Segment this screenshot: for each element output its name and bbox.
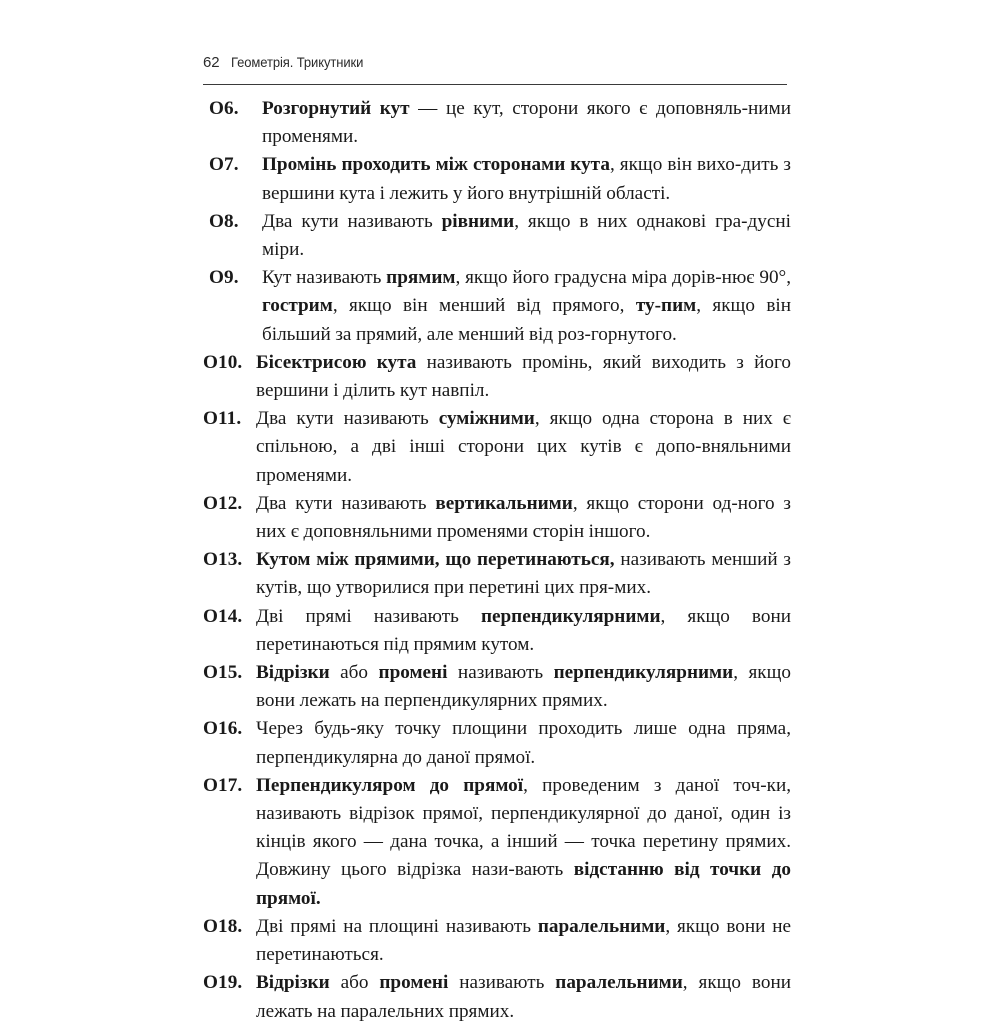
definition-item — [203, 349, 791, 405]
definition-item — [203, 208, 791, 264]
definition-label: О9. — [209, 267, 239, 289]
definition-text: Два кути називають вертикальними, якщо сторони од‑ного з них є доповняльними променями сторін іншого. — [256, 492, 792, 543]
definition-item — [203, 151, 791, 207]
definition-label: О11. — [203, 408, 242, 430]
definition-item — [203, 264, 791, 349]
definition-text: Кут називають прямим, якщо його градусна міра дорів‑нює 90°, гострим, якщо він менший від прямого, ту‑пим, якщо він більший за прямий, але менший від роз‑горнутого. — [262, 267, 792, 345]
page-number: 62 — [203, 54, 220, 71]
definition-label: О18. — [203, 915, 243, 937]
definition-text: Промінь проходить між сторонами кута, якщо він вихо‑дить з вершини кута і лежить у його внутрішній області. — [262, 154, 791, 204]
definition-item — [203, 969, 791, 1025]
definition-item — [203, 715, 791, 771]
definition-text: Відрізки або промені називають перпендикулярними, якщо вони лежать на перпендикулярних прямих. — [256, 662, 791, 712]
running-head — [203, 54, 788, 71]
definition-text: Дві прямі на площині називають паралельними, якщо вони не перетинаються. — [256, 915, 791, 966]
definition-label: О16. — [203, 718, 243, 740]
header-divider — [203, 84, 787, 85]
definition-label: О10. — [203, 351, 243, 373]
definition-label: О6. — [209, 98, 239, 119]
definition-label: О12. — [203, 492, 243, 514]
definition-label: О19. — [203, 972, 243, 994]
definition-item — [203, 659, 791, 715]
definition-label: О15. — [203, 662, 243, 684]
definition-text: Бісектрисою кута називають промінь, який виходить з його вершини і ділить кут навпіл. — [256, 351, 791, 402]
definition-text: Перпендикуляром до прямої, проведеним з даної точ‑ки, називають відрізок прямої, перпендикулярної до даної, один із кінців якого — дана точка, а інший — точка перетину прямих. Довжину цього відрізка нази‑вають відстанню від точки до прямої. — [256, 774, 792, 909]
definition-text: Через будь-яку точку площини проходить лише одна пряма, перпендикулярна до даної прямої. — [256, 718, 791, 768]
chapter-title: Геометрія. Трикутники — [230, 54, 363, 70]
definition-label: О13. — [203, 549, 243, 571]
definition-text: Дві прямі називають перпендикулярними, якщо вони перетинаються під прямим кутом. — [256, 605, 791, 655]
definition-text: Два кути називають суміжними, якщо одна сторона в них є спільною, а дві інші сторони цих кутів є допо‑вняльними променями. — [256, 408, 791, 486]
definition-text: Відрізки або промені називають паралельними, якщо вони лежать на паралельних прямих. — [256, 972, 791, 1022]
definition-item — [203, 490, 791, 546]
definition-label: О8. — [209, 210, 239, 232]
definition-item — [203, 772, 791, 913]
definition-text: Кутом між прямими, що перетинаються, називають менший з кутів, що утворилися при перетині цих пря‑мих. — [256, 549, 792, 599]
definition-item — [203, 95, 791, 151]
definition-list — [203, 95, 791, 1026]
definition-label: О14. — [203, 605, 243, 627]
definition-item — [203, 405, 791, 490]
definition-item — [203, 603, 791, 659]
definition-item — [203, 546, 791, 602]
definition-label: О7. — [209, 154, 239, 176]
definition-item — [203, 913, 791, 969]
definition-label: О17. — [203, 774, 243, 796]
definition-text: Два кути називають рівними, якщо в них однакові гра‑дусні міри. — [262, 210, 792, 261]
definition-text: Розгорнутий кут — це кут, сторони якого є доповняль‑ними променями. — [262, 98, 791, 148]
